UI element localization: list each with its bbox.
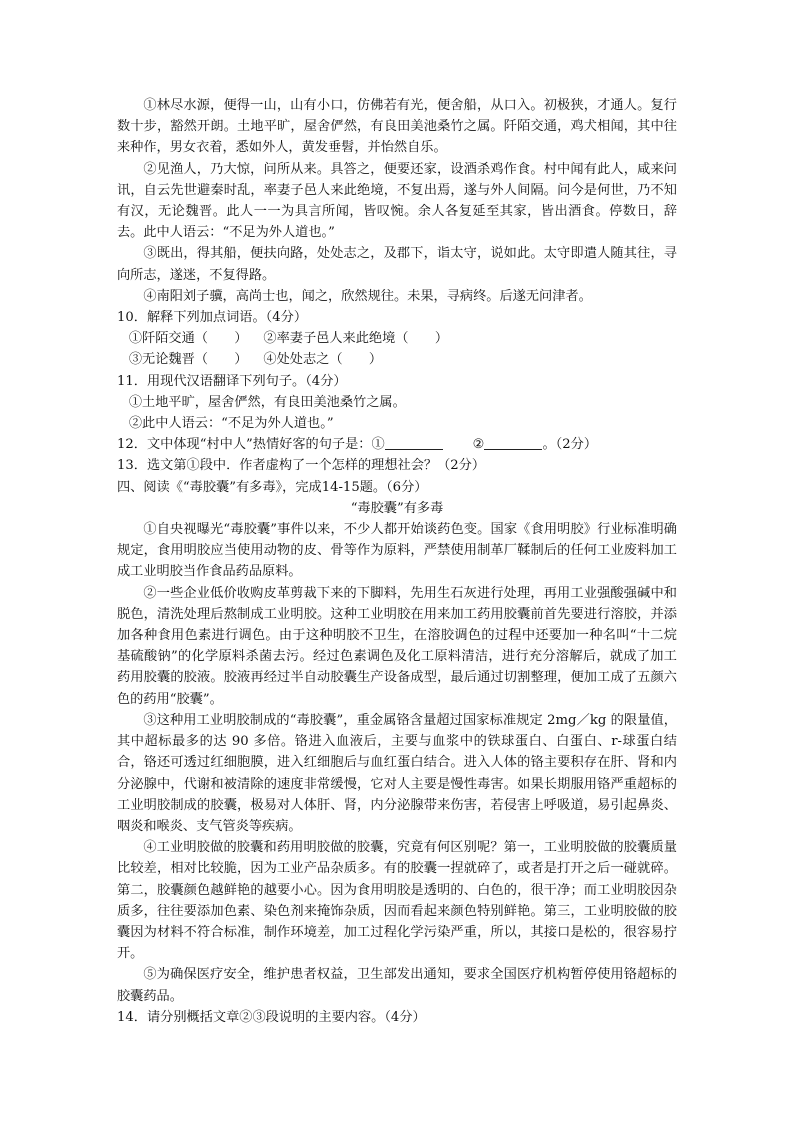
section-4-heading: 四、阅读《“毒胶囊”有多毒》，完成14-15题。（6分） <box>117 479 428 495</box>
article-paragraph-2: ②一些企业低价收购皮革剪裁下来的下脚料，先用生石灰进行处理，再用工业强酸强碱中和脱色，清洗处理后熬制成工业明胶。这种工业明胶在用来加工药用胶囊前首先要进行溶胶，并添加各种食用色素进行调色。由于这种明胶不卫生，在溶胶调色的过程中还要加一种名叫“十二烷基硫酸钠”的化学原料杀菌去污。经过色素调色及化工原料清洁，进行充分溶解后，就成了加工药用胶囊的胶液。胶液再经过半自动胶囊生产设备成型，最后通过切割整理，便加工成了五颜六色的药用“胶囊”。 <box>117 585 677 707</box>
article-title: “毒胶囊”有多毒 <box>350 500 444 516</box>
question-11-item-1: ①土地平旷，屋舍俨然，有良田美池桑竹之属。 <box>128 394 406 410</box>
question-10-item-4: ④处处志之（ ） <box>263 352 383 368</box>
question-10-item-2: ②率妻子邑人来此绝境（ ） <box>263 331 449 347</box>
question-13: 13．选文第①段中．作者虚构了一个怎样的理想社会？（2分） <box>117 458 486 474</box>
answer-blank-1[interactable] <box>385 435 443 450</box>
question-12-prefix: 12．文中体现“村中人”热情好客的句子是：① <box>117 437 385 453</box>
answer-blank-2[interactable] <box>484 435 542 450</box>
question-12-mid: ② <box>472 437 485 453</box>
classical-paragraph-2: ②见渔人，乃大惊，问所从来。具答之，便要还家，设酒杀鸡作食。村中闻有此人，咸来问讯，自云先世避秦时乱，率妻子邑人来此绝境，不复出焉，遂与外人间隔。问今是何世，乃不知有汉，无论魏晋。此人一一为具言所闻，皆叹惋。余人各复延至其家，皆出酒食。停数日，辞去。此中人语云：“不足为外人道也。” <box>117 161 677 241</box>
question-10-title: 10．解释下列加点词语。（4分） <box>117 310 308 326</box>
article-paragraph-3: ③这种用工业明胶制成的“毒胶囊”，重金属铬含量超过国家标准规定 2mg／kg 的限量值，其中超标最多的达 90 多倍。铬进入血液后，主要与血浆中的铁球蛋白、白蛋白、r-球蛋白结合，铬还可透过红细胞膜，进入红细胞后与血红蛋白结合。进入人体的铬主要积存在肝、肾和内分泌腺中，代谢和被清除的速度非常缓慢，它对人主要是慢性毒害。如果长期服用铬严重超标的工业明胶制成的胶囊，极易对人体肝、肾，内分泌腺带来伤害，若侵害上呼吸道，易引起鼻炎、咽炎和喉炎、支气管炎等疾病。 <box>117 712 677 834</box>
classical-paragraph-1: ①林尽水源，便得一山，山有小口，仿佛若有光，便舍船，从口入。初极狭，才通人。复行数十步，豁然开朗。土地平旷，屋舍俨然，有良田美池桑竹之属。阡陌交通，鸡犬相闻，其中往来种作，男女衣着，悉如外人，黄发垂髫，并怡然自乐。 <box>117 98 677 156</box>
article-paragraph-4: ④工业明胶做的胶囊和药用明胶做的胶囊，究竟有何区别呢？第一，工业明胶做的胶囊质量比较差，相对比较脆，因为工业产品杂质多。有的胶囊一捏就碎了，或者是打开之后一碰就碎。第二，胶囊颜色越鲜艳的越要小心。因为食用明胶是透明的、白色的，很干净；而工业明胶因杂质多，往往要添加色素、染色剂来掩饰杂质，因而看起来颜色特别鲜艳。第三，工业明胶做的胶囊因为材料不符合标准，制作环境差，加工过程化学污染严重，所以，其接口是松的，很容易拧开。 <box>117 840 677 962</box>
article-paragraph-5: ⑤为确保医疗安全，维护患者权益，卫生部发出通知，要求全国医疗机构暂停使用铬超标的胶囊药品。 <box>117 967 677 1004</box>
question-10-row-1 <box>117 328 677 349</box>
question-12 <box>117 434 677 455</box>
question-14: 14．请分别概括文章②③段说明的主要内容。（4分） <box>117 1009 426 1025</box>
article-paragraph-1: ①自央视曝光“毒胶囊”事件以来，不少人都开始谈药色变。国家《食用明胶》行业标准明确规定，食用明胶应当使用动物的皮、骨等作为原料，严禁使用制革厂鞣制后的任何工业废料加工成工业明胶当作食品药品原料。 <box>117 522 677 580</box>
question-10-row-2 <box>117 349 677 370</box>
question-10-item-3: ③无论魏晋（ ） <box>128 352 248 368</box>
question-12-suffix: 。（2分） <box>542 437 598 453</box>
classical-paragraph-4: ④南阳刘子骥，高尚士也，闻之，欣然规往。未果，寻病终。后遂无问津者。 <box>143 288 592 304</box>
classical-paragraph-3: ③既出，得其船，便扶向路，处处志之，及郡下，诣太守，说如此。太守即遣人随其往，寻向所志，遂迷，不复得路。 <box>117 246 677 283</box>
question-10-item-1: ①阡陌交通（ ） <box>128 331 248 347</box>
page-content <box>117 95 677 1028</box>
question-11-item-2: ②此中人语云：“不足为外人道也。” <box>128 416 334 432</box>
question-11-title: 11．用现代汉语翻译下列句子。（4分） <box>117 373 347 389</box>
